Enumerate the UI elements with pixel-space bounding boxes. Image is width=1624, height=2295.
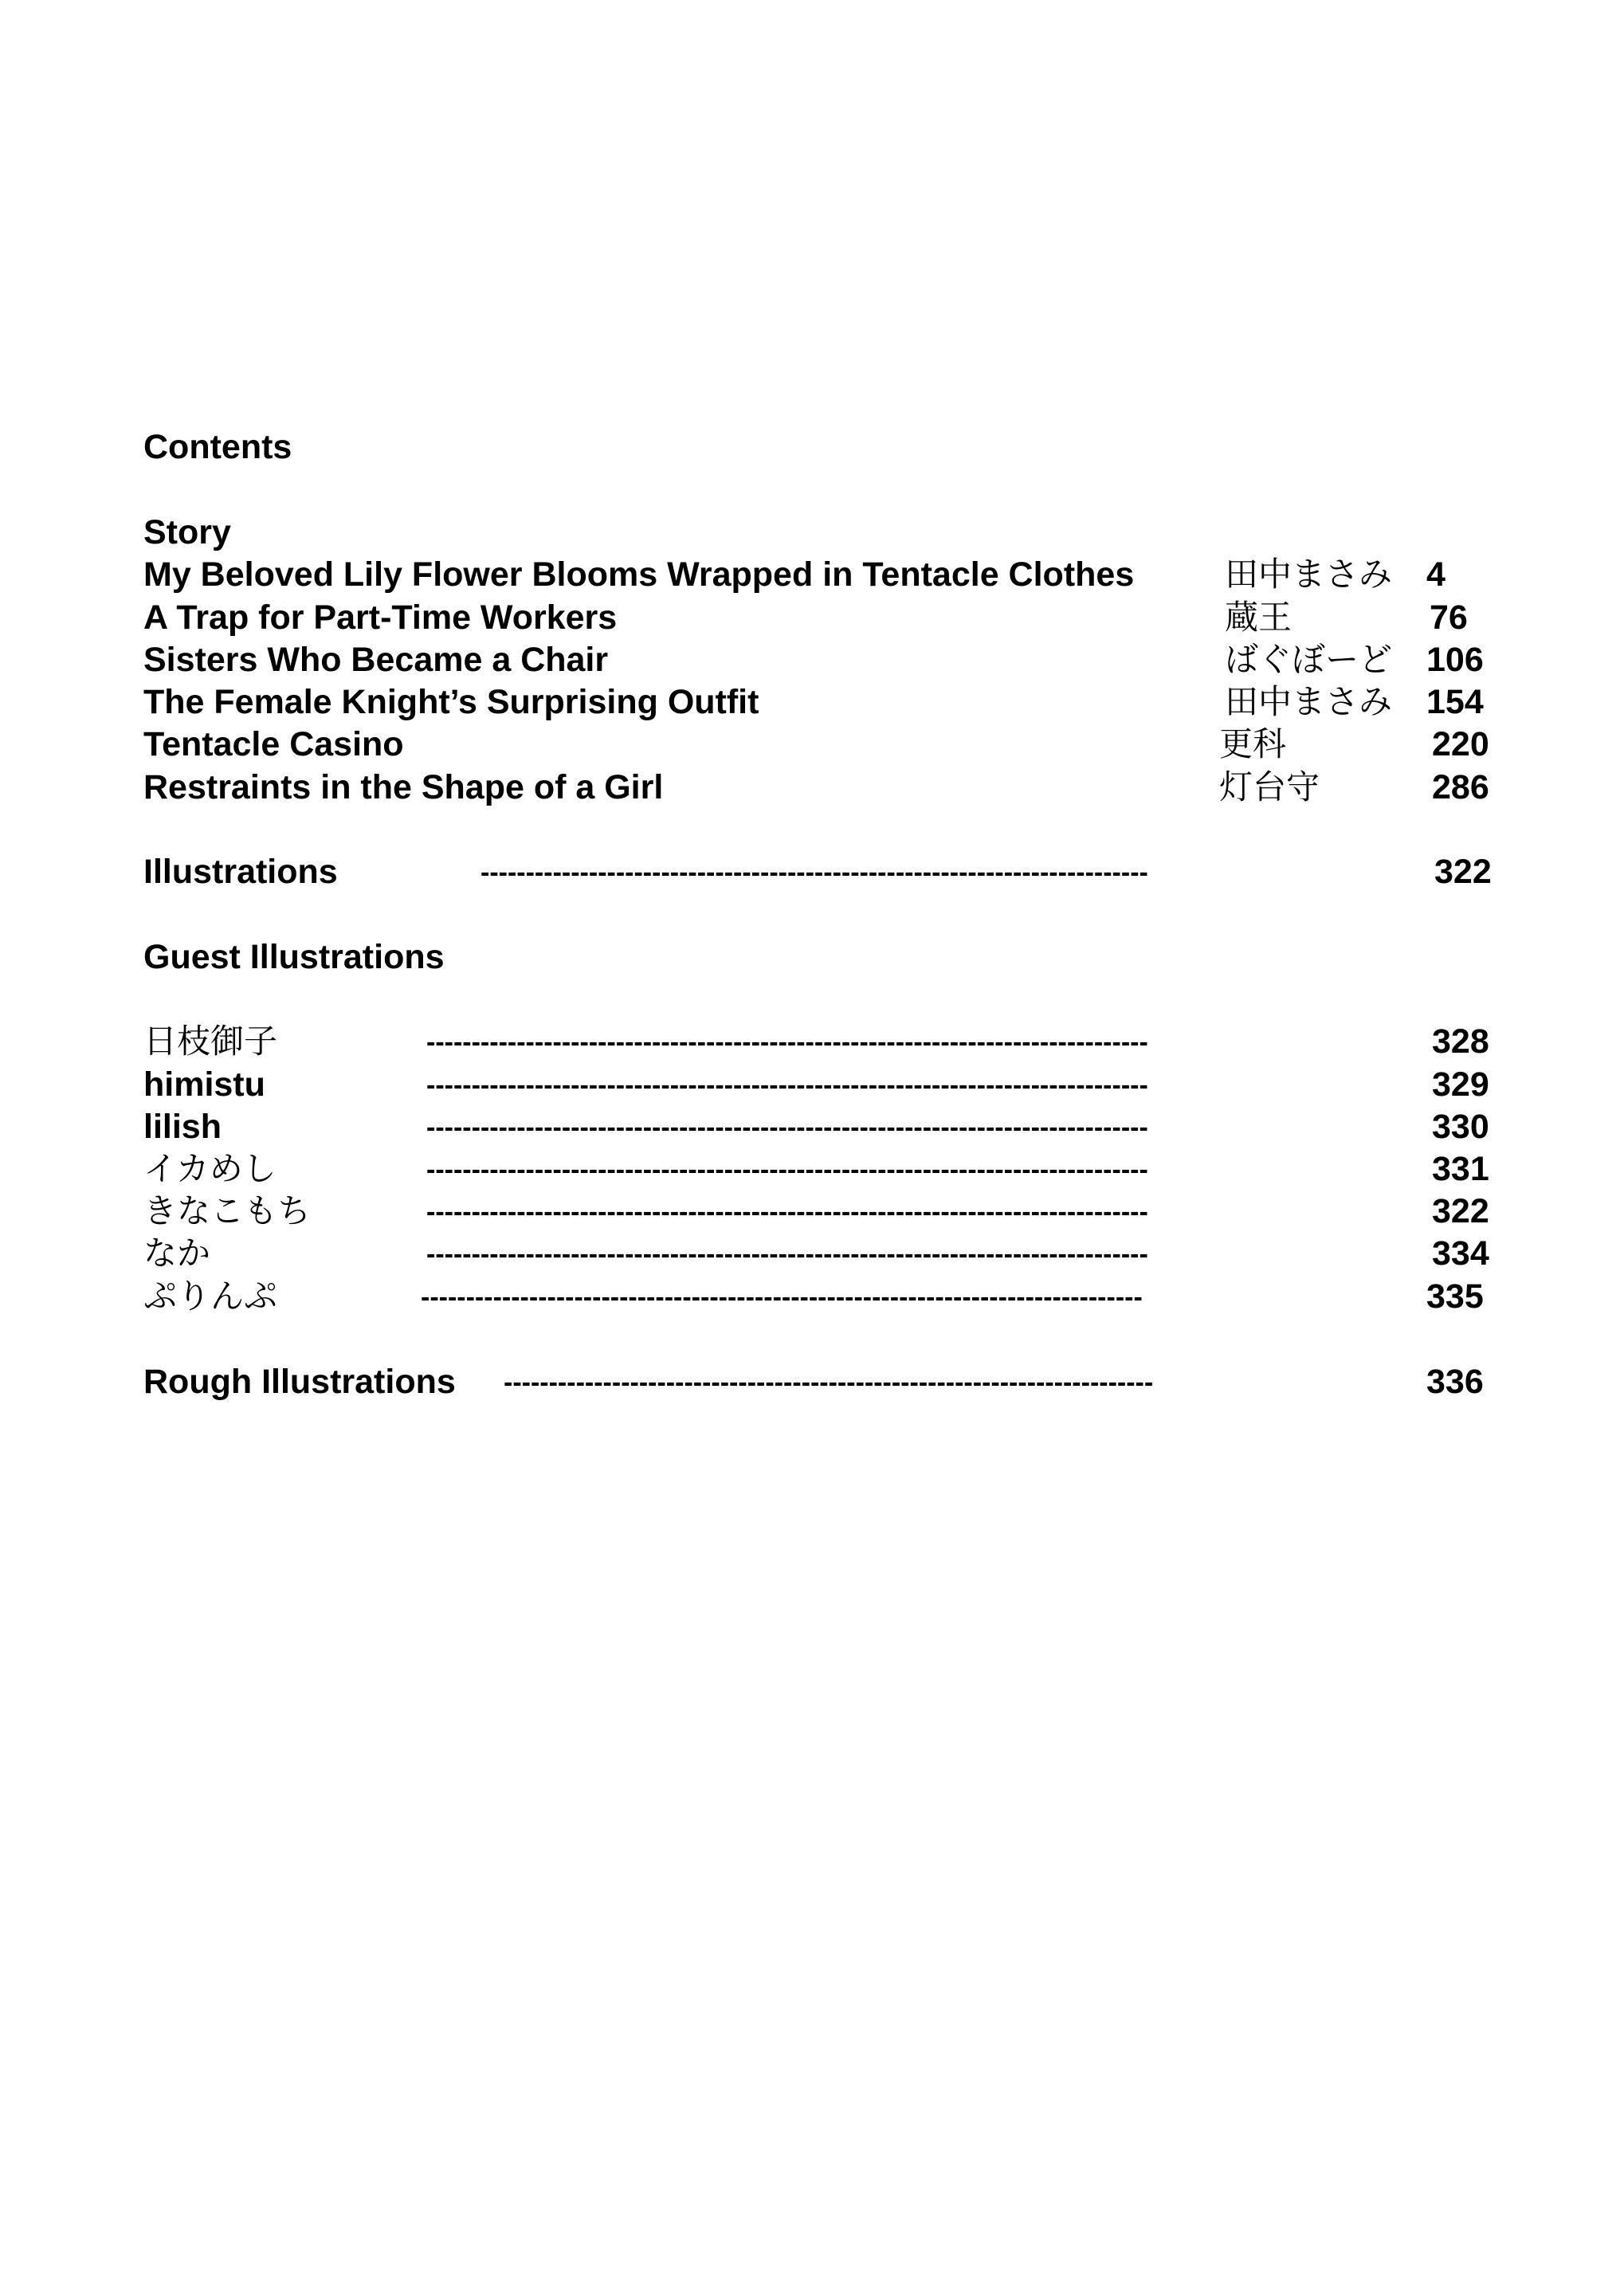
guest-artist-name: 日枝御子	[143, 1022, 278, 1061]
contents-heading: Contents	[143, 428, 292, 466]
guest-artist-name: なか	[143, 1234, 211, 1273]
guest-page-number: 334	[1432, 1234, 1489, 1273]
dot-leader: --------------------------------------------------------------------------------	[426, 1156, 1148, 1183]
story-author: 田中まさみ	[1225, 682, 1393, 721]
dot-leader: --------------------------------------------------------------------------------	[426, 1241, 1148, 1268]
story-page-number: 4	[1426, 555, 1446, 594]
guest-page-number: 329	[1432, 1065, 1489, 1104]
guest-illustrations-heading: Guest Illustrations	[143, 938, 445, 976]
guest-artist-name: きなこもち	[143, 1191, 312, 1230]
dot-leader: --------------------------------------------------------------------------	[481, 859, 1148, 886]
dot-leader: ------------------------------------------------------------------------	[504, 1369, 1154, 1396]
dot-leader: --------------------------------------------------------------------------------	[426, 1114, 1148, 1141]
story-page-number: 154	[1426, 683, 1484, 721]
story-author: 蔵王	[1225, 598, 1293, 637]
story-page-number: 220	[1432, 725, 1489, 763]
story-author: 田中まさみ	[1225, 555, 1393, 594]
guest-artist-name: ぷりんぷ	[143, 1277, 278, 1316]
story-title: A Trap for Part-Time Workers	[143, 598, 618, 637]
story-page-number: 76	[1430, 598, 1468, 637]
guest-artist-name: lilish	[143, 1108, 222, 1146]
story-title: The Female Knight’s Surprising Outfit	[143, 683, 759, 721]
story-author: 灯台守	[1219, 767, 1320, 806]
dot-leader: --------------------------------------------------------------------------------	[421, 1284, 1143, 1311]
illustrations-page-number: 322	[1434, 853, 1492, 891]
rough-illustrations-label: Rough Illustrations	[143, 1363, 456, 1401]
story-page-number: 106	[1426, 641, 1484, 679]
guest-artist-name: イカめし	[143, 1149, 277, 1188]
guest-page-number: 331	[1432, 1150, 1489, 1188]
dot-leader: --------------------------------------------------------------------------------	[426, 1072, 1148, 1099]
story-title: Sisters Who Became a Chair	[143, 641, 609, 679]
dot-leader: --------------------------------------------------------------------------------	[426, 1029, 1148, 1056]
story-page-number: 286	[1432, 768, 1489, 806]
story-heading: Story	[143, 513, 231, 551]
story-title: Tentacle Casino	[143, 725, 404, 763]
guest-page-number: 330	[1432, 1108, 1489, 1146]
story-author: 更科	[1219, 724, 1287, 763]
dot-leader: --------------------------------------------------------------------------------	[426, 1198, 1148, 1226]
rough-illustrations-page-number: 336	[1426, 1363, 1484, 1401]
story-author: ばぐぼーど	[1225, 640, 1393, 679]
story-title: Restraints in the Shape of a Girl	[143, 768, 664, 806]
guest-page-number: 328	[1432, 1022, 1489, 1061]
guest-page-number: 322	[1432, 1192, 1489, 1230]
story-title: My Beloved Lily Flower Blooms Wrapped in Tentacle Clothes	[143, 555, 1135, 594]
guest-artist-name: himistu	[143, 1065, 265, 1104]
illustrations-label: Illustrations	[143, 853, 338, 891]
guest-page-number: 335	[1426, 1277, 1484, 1316]
